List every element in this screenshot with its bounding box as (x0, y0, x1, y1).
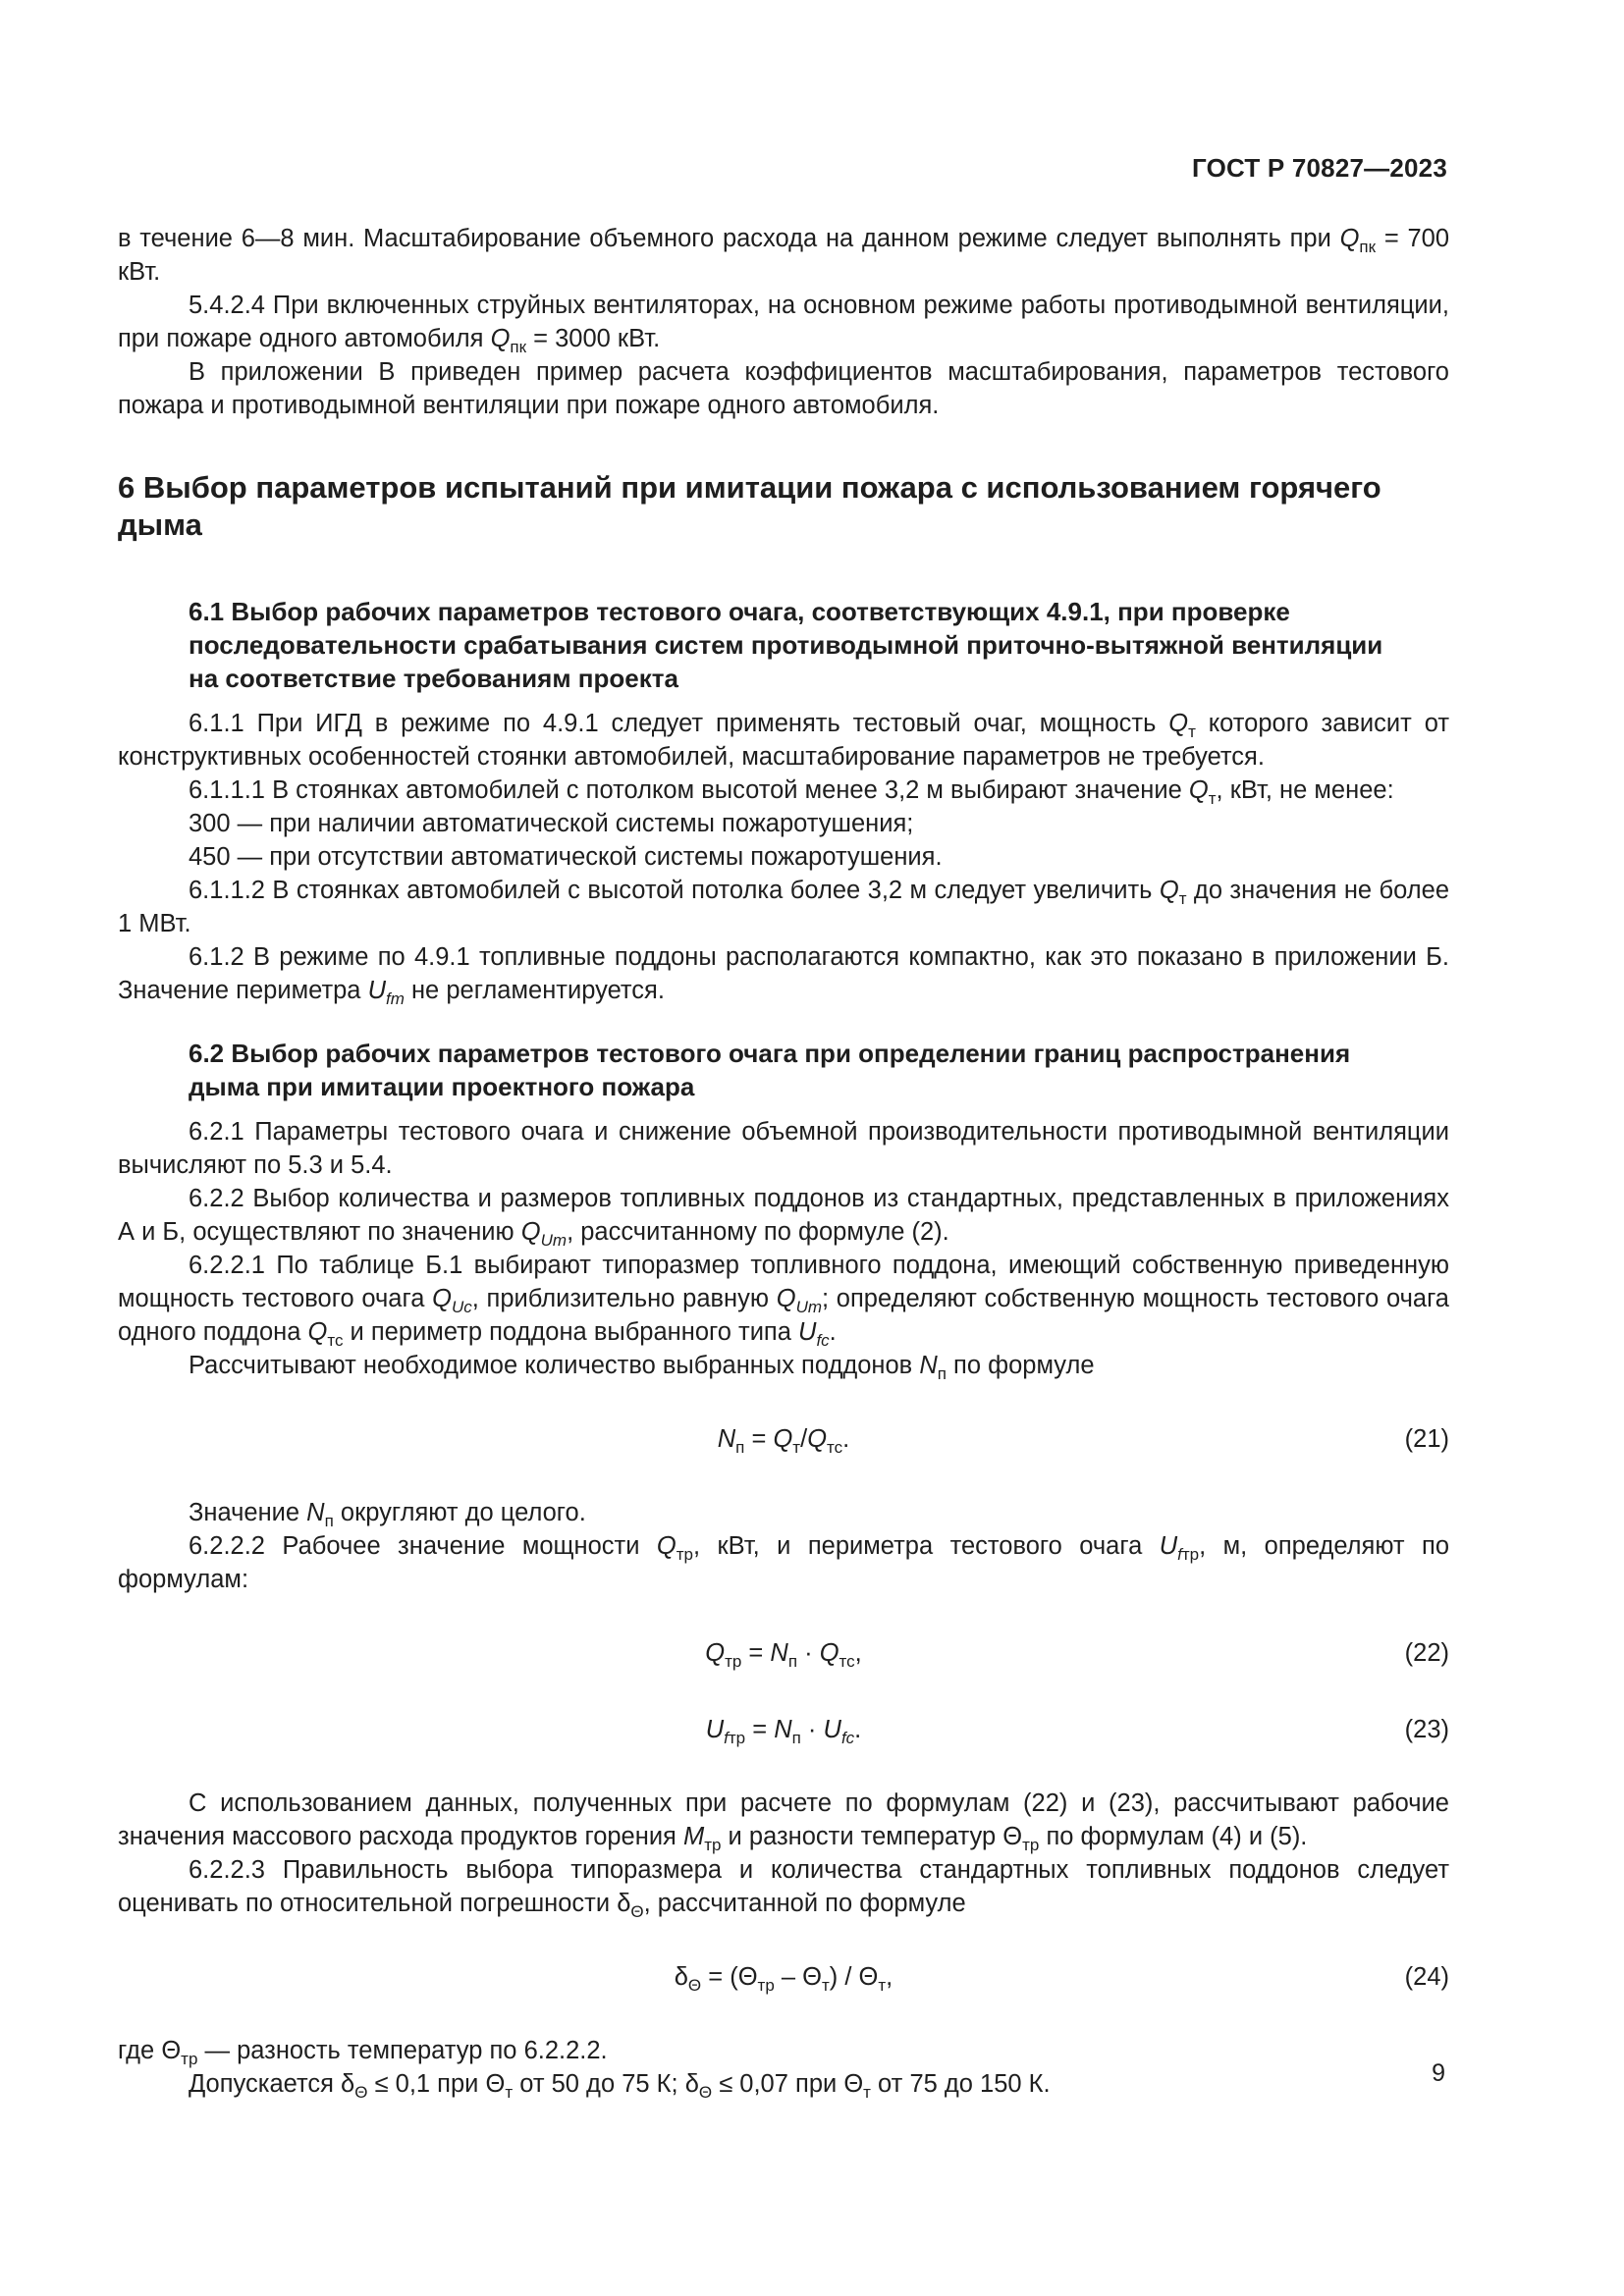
paragraph-allowed: Допускается $\delta_\Theta \le 0,1$ при $\Theta_т$ от 50 до 75 К; $\delta_\Theta \le 0,07$ при $\Theta_т$ от 75 до 150 К. (189, 2070, 1051, 2102)
formula-22-number: (22) (1404, 1639, 1449, 1667)
paragraph-calc-count: Рассчитывают необходимое количество выбранных поддонов $N_п$ по формуле (189, 1352, 1095, 1383)
paragraph-use-formulas: С использованием данных, полученных при расчете по формулам (22) и (23), рассчитывают рабочие значения массового расхода продуктов горения $M_{тр}$ и разности температур $\Theta_{тр}$ по формулам (4) и (5). (118, 1789, 1449, 1854)
paragraph-continuation: в течение 6—8 мин. Масштабирование объемного расхода на данном режиме следует выполнять при $Q_{пк} = 700$ кВт. (118, 225, 1449, 286)
formula-22-expression: $Q_{тр} = N_п \cdot Q_{тс}$, (705, 1639, 862, 1671)
formula-21-number: (21) (1404, 1425, 1449, 1453)
paragraph-where: где $\Theta_{тр}$ — разность температур по 6.2.2.2. (118, 2037, 608, 2068)
paragraph-6-1-1: 6.1.1 При ИГД в режиме по 4.9.1 следует применять тестовый очаг, мощность $Q_т$ которого зависит от конструктивных особенностей стоянки автомобилей, масштабирование параметров не требуется. (118, 710, 1449, 771)
formula-23 (118, 1710, 1449, 1749)
formula-23-expression: $U_{fтр} = N_п \cdot U_{fc}$. (705, 1716, 862, 1747)
formula-22 (118, 1633, 1449, 1673)
list-item-300: 300 — при наличии автоматической системы пожаротушения; (189, 810, 914, 837)
formula-21 (118, 1419, 1449, 1459)
paragraph-6-2-1: 6.2.1 Параметры тестового очага и снижение объемной производительности противодымной вентиляции вычисляют по 5.3 и 5.4. (118, 1118, 1449, 1179)
list-item-450: 450 — при отсутствии автоматической системы пожаротушения. (189, 843, 943, 871)
paragraph-5-4-2-4: 5.4.2.4 При включенных струйных вентиляторах, на основном режиме работы противодымной вентиляции, при пожаре одного автомобиля $Q_{пк} = 3000$ кВт. (118, 292, 1449, 356)
paragraph-6-2-2: 6.2.2 Выбор количества и размеров топливных поддонов из стандартных, представленных в приложениях А и Б, осуществляют по значению $Q_{Uт}$, рассчитанному по формуле (2). (118, 1185, 1449, 1250)
subsection-6-2-heading: 6.2 Выбор рабочих параметров тестового очага при определении границ распространения дыма при имитации проектного пожара (189, 1039, 1351, 1101)
formula-24 (118, 1957, 1449, 1997)
paragraph-6-2-2-2: 6.2.2.2 Рабочее значение мощности $Q_{тр}$, кВт, и периметра тестового очага $U_{fтр}$, м, определяют по формулам: (118, 1532, 1449, 1593)
subsection-6-1-heading: 6.1 Выбор рабочих параметров тестового очага, соответствующих 4.9.1, при проверке последовательности срабатывания систем противодымной приточно-вытяжной вентиляции на соответствие требованиям проекта (189, 597, 1383, 693)
page-content (118, 222, 1449, 2101)
formula-24-expression: $\delta_\Theta = (\Theta_{тр} - \Theta_т) / \Theta_т$, (674, 1963, 893, 1995)
paragraph-6-2-2-3: 6.2.2.3 Правильность выбора типоразмера и количества стандартных топливных поддонов следует оценивать по относительной погрешности $\delta_\Theta$, рассчитанной по формуле (118, 1856, 1449, 1921)
paragraph-6-1-1-1: 6.1.1.1 В стоянках автомобилей с потолком высотой менее 3,2 м выбирают значение $Q_т$, кВт, не менее: (189, 776, 1394, 808)
formula-23-number: (23) (1404, 1716, 1449, 1743)
paragraph-6-1-2: 6.1.2 В режиме по 4.9.1 топливные поддоны располагаются компактно, как это показано в приложении Б. Значение периметра $U_{fт}$ не регламентируется. (118, 943, 1449, 1008)
section-6-heading: 6 Выбор параметров испытаний при имитации пожара с использованием горячего дыма (118, 470, 1381, 542)
paragraph-annex-v: В приложении В приведен пример расчета коэффициентов масштабирования, параметров тестового пожара и противодымной вентиляции при пожаре одного автомобиля. (118, 358, 1449, 419)
paragraph-6-2-2-1: 6.2.2.1 По таблице Б.1 выбирают типоразмер топливного поддона, имеющий собственную приведенную мощность тестового очага $Q_{Uc}$, приблизительно равную $Q_{Uт}$; определяют собственную мощность тестового очага одного поддона $Q_{тс}$ и периметр поддона выбранного типа $U_{fc}$. (118, 1252, 1449, 1350)
paragraph-round: Значение $N_п$ округляют до целого. (189, 1499, 586, 1530)
document-id-header: ГОСТ Р 70827—2023 (1192, 153, 1447, 183)
paragraph-6-1-1-2: 6.1.1.2 В стоянках автомобилей с высотой потолка более 3,2 м следует увеличить $Q_т$ до значения не более 1 МВт. (118, 877, 1449, 937)
page-number: 9 (1432, 2059, 1445, 2087)
formula-24-number: (24) (1404, 1963, 1449, 1991)
formula-21-expression: $N_п = Q_т/Q_{тс}$. (717, 1425, 850, 1457)
